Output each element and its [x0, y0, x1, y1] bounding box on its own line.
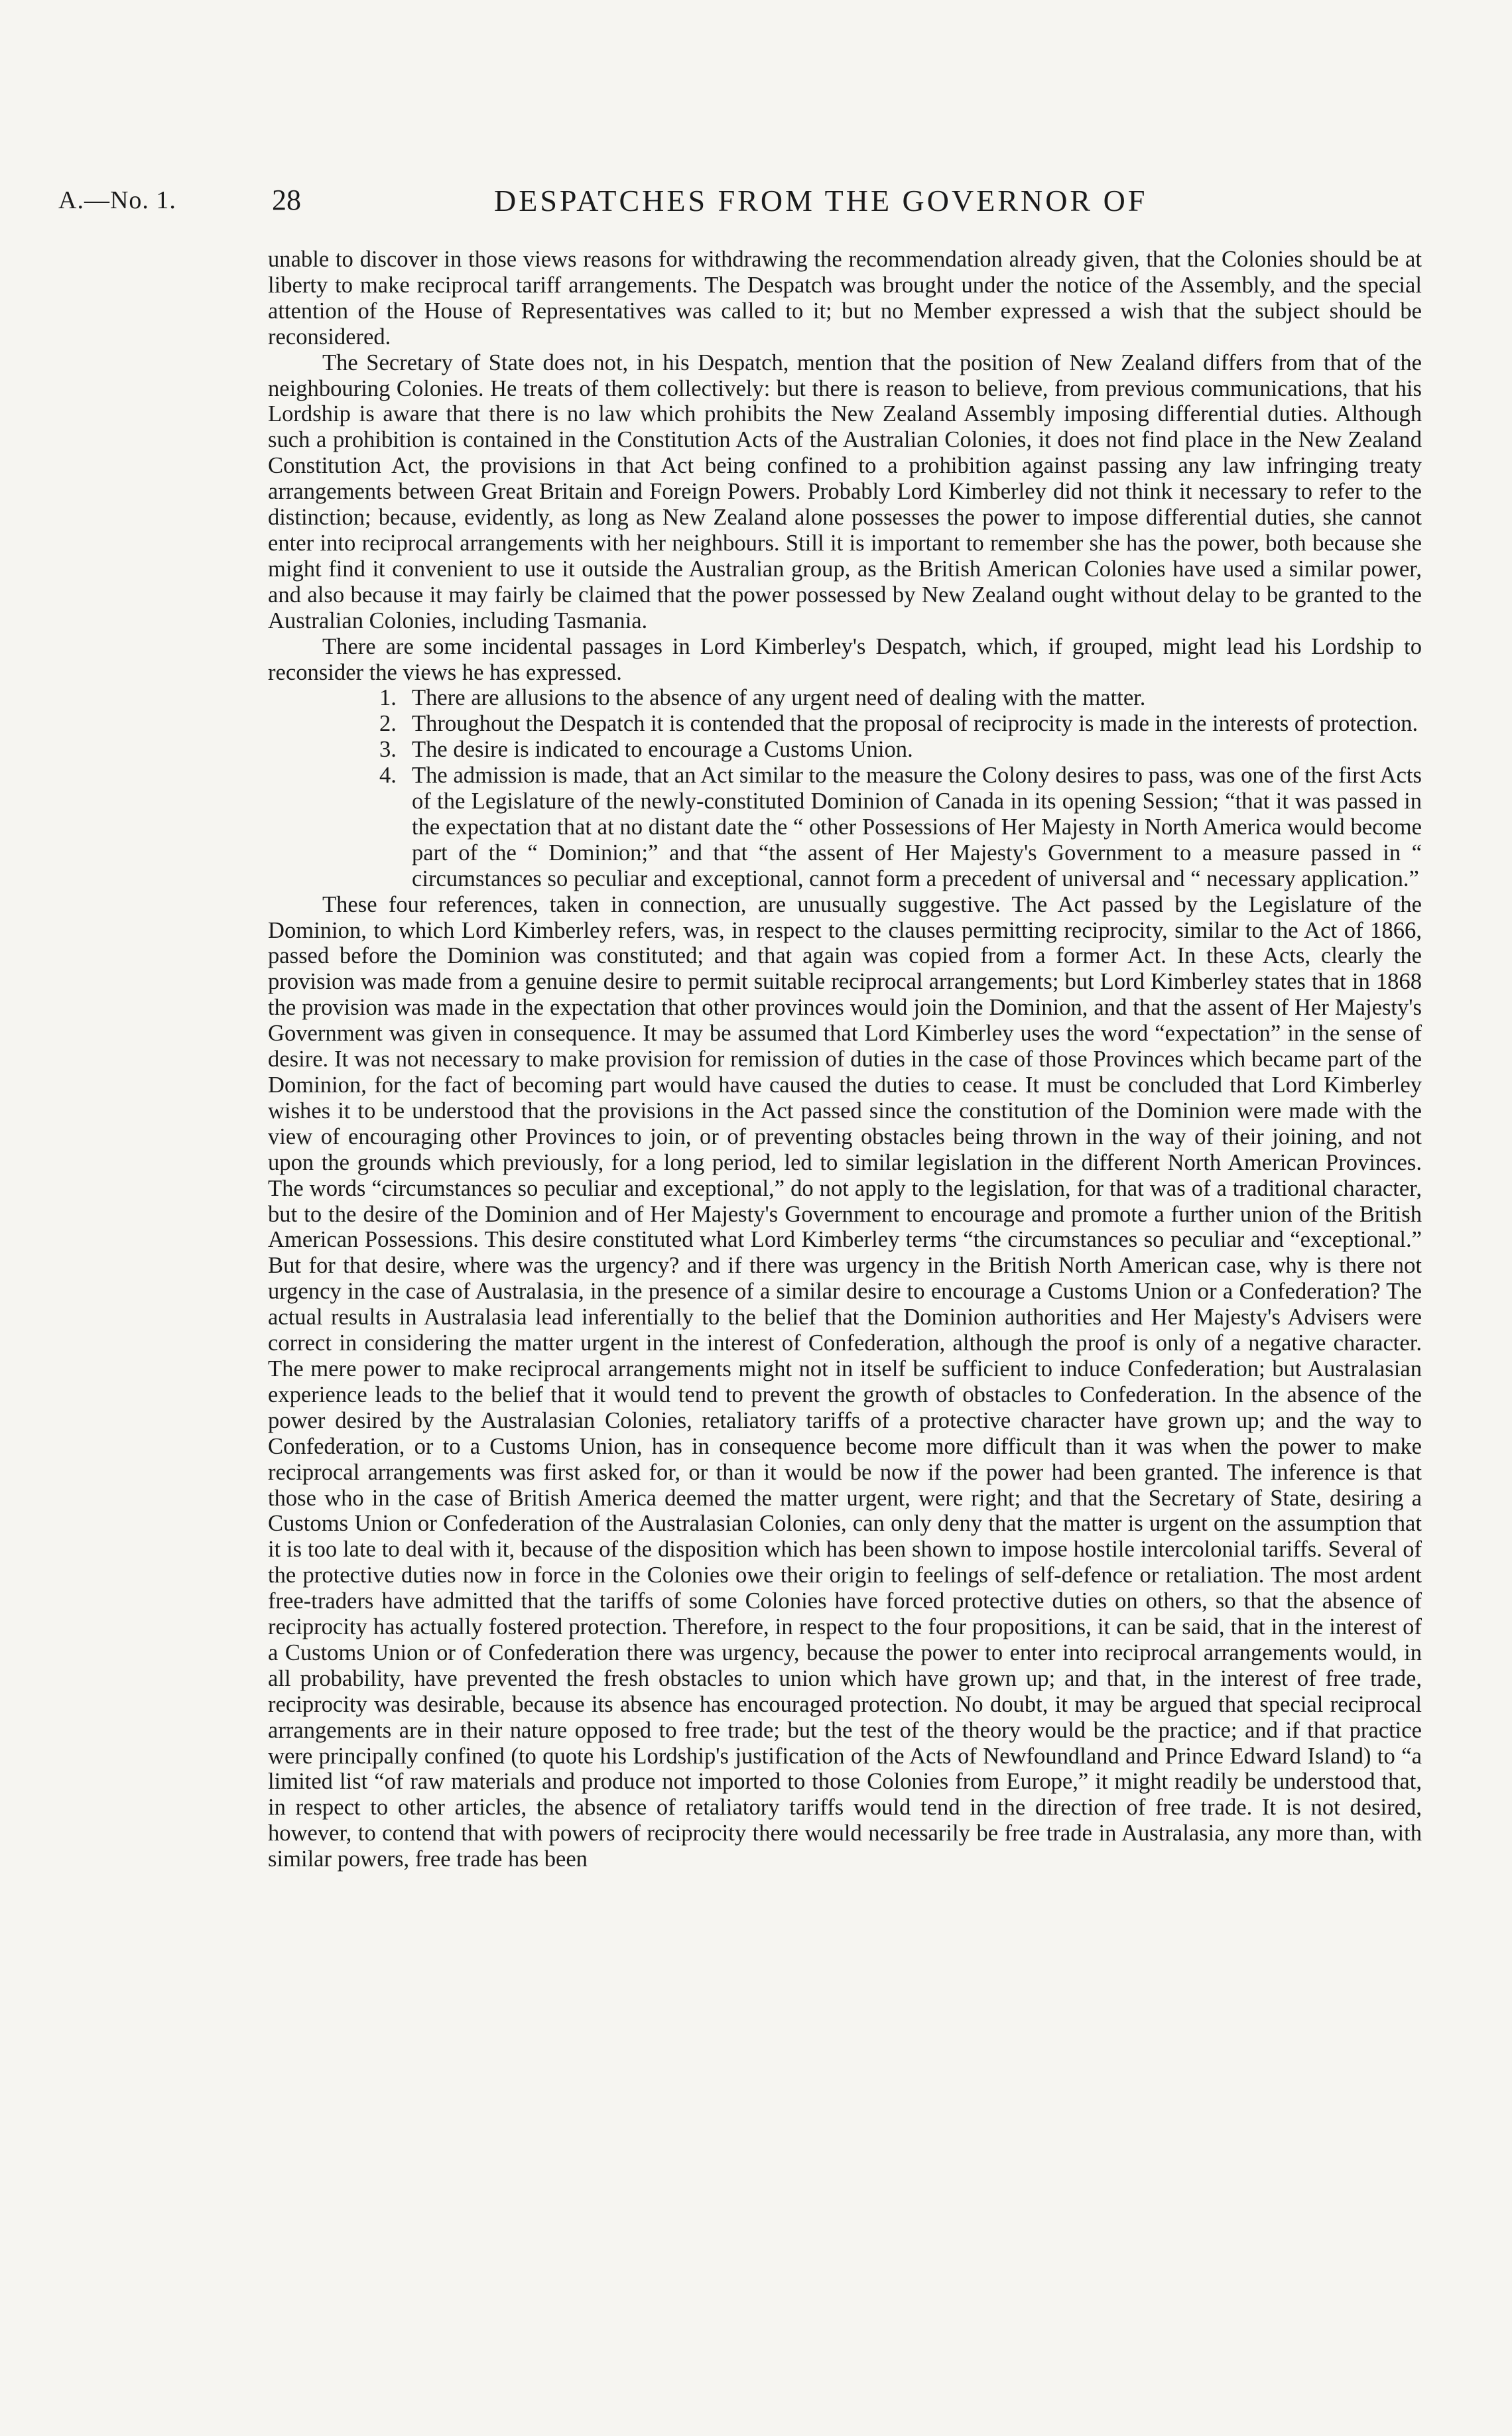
- list-text: There are allusions to the absence of any urgent need of dealing with the matter.: [412, 685, 1146, 711]
- list-number: 1.: [379, 685, 397, 711]
- paragraph-1: unable to discover in those views reasons for withdrawing the recommendation already given, that the Colonies should be at liberty to make reciprocal tariff arrangements. The Despatch was brought under the notice of the Assembly, and the special attention of the House of Representatives was called to it; but no Member expressed a wish that the subject should be reconsidered.: [268, 247, 1422, 350]
- list-number: 2.: [379, 711, 397, 737]
- numbered-list: [379, 685, 1422, 891]
- list-item: [379, 685, 1422, 711]
- list-text: Throughout the Despatch it is contended that the proposal of reciprocity is made in the interests of protection.: [412, 711, 1418, 737]
- paragraph-3: There are some incidental passages in Lord Kimberley's Despatch, which, if grouped, might lead his Lordship to reconsider the views he has expressed.: [268, 633, 1422, 685]
- running-title: DESPATCHES FROM THE GOVERNOR OF: [494, 184, 1148, 218]
- page-header: [0, 179, 1512, 225]
- list-text: The admission is made, that an Act similar to the measure the Colony desires to pass, was one of the first Acts of the Legislature of the newly-constituted Dominion of Canada in its opening Session; “that it was passed in the expectation that at no distant date the “ other Possessions of Her Majesty in North America would become part of the “ Dominion;” and that “the assent of Her Majesty's Government to a measure passed in “ circumstances so peculiar and exceptional, cannot form a precedent of universal and “ necessary application.”: [412, 763, 1422, 891]
- session-reference: A.—No. 1.: [58, 186, 176, 214]
- list-item: [379, 737, 1422, 763]
- list-number: 3.: [379, 737, 397, 763]
- list-number: 4.: [379, 763, 397, 789]
- list-item: [379, 711, 1422, 737]
- paragraph-4: These four references, taken in connection, are unusually suggestive. The Act passed by the Legislature of the Dominion, to which Lord Kimberley refers, was, in respect to the clauses permitting reciprocity, similar to the Act of 1866, passed before the Dominion was constituted; and that again was copied from a former Act. In these Acts, clearly the provision was made from a genuine desire to permit suitable reciprocal arrangements; but Lord Kimberley states that in 1868 the provision was made in the expectation that other provinces would join the Dominion, and that the assent of Her Majesty's Government was given in consequence. It may be assumed that Lord Kimberley uses the word “expectation” in the sense of desire. It was not necessary to make provision for remission of duties in the case of those Provinces which became part of the Dominion, for the fact of becoming part would have caused the duties to cease. It must be concluded that Lord Kimberley wishes it to be understood that the provisions in the Act passed since the constitution of the Dominion were made with the view of encouraging other Provinces to join, or of preventing obstacles being thrown in the way of their joining, and not upon the grounds which previously, for a long period, led to similar legislation in the different North American Provinces. The words “circumstances so peculiar and exceptional,” do not apply to the legislation, for that was of a traditional character, but to the desire of the Dominion and of Her Majesty's Government to encourage and promote a further union of the British American Possessions. This desire constituted what Lord Kimberley terms “the circumstances so peculiar and “exceptional.” But for that desire, where was the urgency? and if there was urgency in the British North American case, why is there not urgency in the case of Australasia, in the presence of a similar desire to encourage a Customs Union or a Confederation? The actual results in Australasia lead inferentially to the belief that the Dominion authorities and Her Majesty's Advisers were correct in considering the matter urgent in the interest of Confederation, although the proof is only of a negative character. The mere power to make reciprocal arrangements might not in itself be sufficient to induce Confederation; but Australasian experience leads to the belief that it would tend to prevent the growth of obstacles to Confederation. In the absence of the power desired by the Australasian Colonies, retaliatory tariffs of a protective character have grown up; and the way to Confederation, or to a Customs Union, has in consequence become more difficult than it was when the power to make reciprocal arrangements was first asked for, or than it would be now if the power had been granted. The inference is that those who in the case of British America deemed the matter urgent, were right; and that the Secretary of State, desiring a Customs Union or Confederation of the Australasian Colonies, can only deny that the matter is urgent on the assumption that it is too late to deal with it, because of the disposition which has been shown to impose hostile intercolonial tariffs. Several of the protective duties now in force in the Colonies owe their origin to feelings of self-defence or retaliation. The most ardent free-traders have admitted that the tariffs of some Colonies have forced protective duties on others, so that the absence of reciprocity has actually fostered protection. Therefore, in respect to the four propositions, it can be said, that in the interest of a Customs Union or of Confederation there was urgency, because the power to enter into reciprocal arrangements would, in all probability, have prevented the fresh obstacles to union which have grown up; and that, in the interest of free trade, reciprocity was desirable, because its absence has encouraged protection. No doubt, it may be argued that special reciprocal arrangements are in their nature opposed to free trade; but the test of the theory would be the practice; and if that practice were principally confined (to quote his Lordship's justification of the Acts of Newfoundland and Prince Edward Island) to “a limited list “of raw materials and produce not imported to those Colonies from Europe,” it might readily be understood that, in respect to other articles, the absence of retaliatory tariffs would tend in the direction of free trade. It is not desired, however, to contend that with powers of reciprocity there would necessarily be free trade in Australasia, any more than, with similar powers, free trade has been: [268, 891, 1422, 1872]
- body-text: [268, 247, 1422, 1872]
- page-number: 28: [272, 184, 301, 216]
- list-item: [379, 763, 1422, 892]
- paragraph-2: The Secretary of State does not, in his Despatch, mention that the position of New Zealand differs from that of the neighbouring Colonies. He treats of them collectively: but there is reason to believe, from previous communications, that his Lordship is aware that there is no law which prohibits the New Zealand Assembly imposing differential duties. Although such a prohibition is contained in the Constitution Acts of the Australian Colonies, it does not find place in the New Zealand Constitution Act, the provisions in that Act being confined to a prohibition against passing any law infringing treaty arrangements between Great Britain and Foreign Powers. Probably Lord Kimberley did not think it necessary to refer to the distinction; because, evidently, as long as New Zealand alone possesses the power to impose differential duties, she cannot enter into reciprocal arrangements with her neighbours. Still it is important to remember she has the power, both because she might find it convenient to use it outside the Australian group, as the British American Colonies have used a similar power, and also because it may fairly be claimed that the power possessed by New Zealand ought without delay to be granted to the Australian Colonies, including Tasmania.: [268, 350, 1422, 633]
- list-text: The desire is indicated to encourage a Customs Union.: [412, 737, 913, 763]
